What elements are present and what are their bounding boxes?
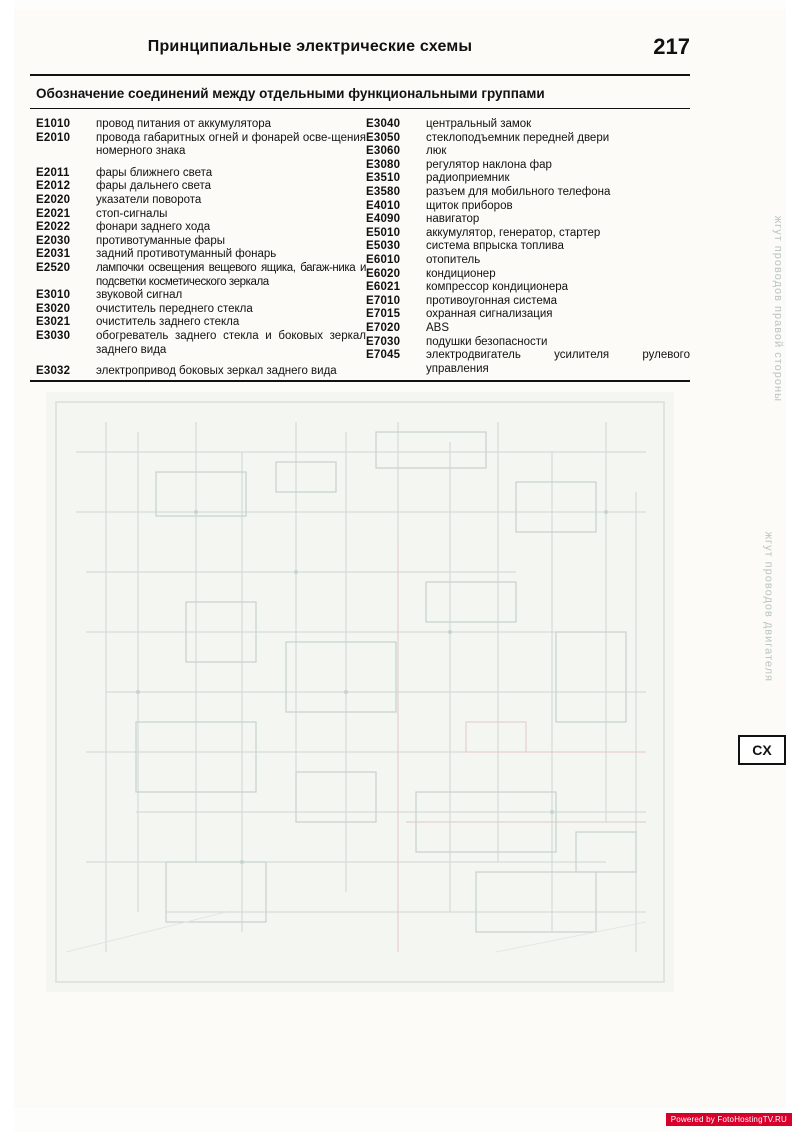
legend-desc: звуковой сигнал xyxy=(96,289,183,302)
legend-item xyxy=(366,172,690,186)
legend-item xyxy=(366,336,690,350)
diagram-ghost-label-right: жгут проводов правой стороны xyxy=(772,215,784,402)
legend-desc: ABS xyxy=(426,321,450,334)
legend-code: E3510 xyxy=(366,172,401,185)
diagram-ghost-label-right-2: жгут проводов двигателя xyxy=(762,531,774,682)
legend-item xyxy=(366,268,690,282)
legend-desc: люк xyxy=(426,145,447,158)
watermark: Powered by FotoHostingTV.RU xyxy=(666,1113,792,1126)
wiring-diagram-svg xyxy=(46,392,674,992)
legend-column-left xyxy=(36,118,366,379)
legend-code: E7045 xyxy=(366,349,401,362)
legend-desc: центральный замок xyxy=(426,118,532,130)
side-tab-label: CX xyxy=(738,735,786,765)
legend-code: E6010 xyxy=(366,253,401,266)
legend-desc: провод питания от аккумулятора xyxy=(96,118,272,130)
connection-legend xyxy=(30,118,690,378)
legend-desc: радиоприемник xyxy=(426,172,510,185)
legend-item xyxy=(36,118,366,132)
legend-code: E4090 xyxy=(366,213,401,226)
legend-item xyxy=(36,167,366,181)
legend-item xyxy=(36,289,366,303)
legend-item xyxy=(366,240,690,254)
legend-code: E2010 xyxy=(36,131,71,144)
legend-item xyxy=(36,303,366,317)
legend-desc: разъем для мобильного телефона xyxy=(426,185,611,198)
section-title: Обозначение соединений между отдельными функциональными группами xyxy=(36,86,545,101)
legend-item xyxy=(36,262,366,289)
legend-column-right xyxy=(366,118,690,376)
legend-code: E3020 xyxy=(36,302,71,315)
legend-desc: очиститель переднего стекла xyxy=(96,302,253,315)
legend-item xyxy=(366,213,690,227)
legend-code: E2021 xyxy=(36,207,71,220)
legend-item xyxy=(36,316,366,330)
legend-item xyxy=(366,295,690,309)
legend-desc: провода габаритных огней и фонарей осве-щения номерного знака xyxy=(96,131,366,158)
page-title: Принципиальные электрические схемы xyxy=(147,38,473,55)
legend-desc: стоп-сигналы xyxy=(96,207,168,220)
legend-desc: регулятор наклона фар xyxy=(426,158,552,171)
legend-code: E2011 xyxy=(36,166,70,179)
legend-code: E3040 xyxy=(366,118,401,130)
legend-desc: противотуманные фары xyxy=(96,234,225,247)
legend-item xyxy=(366,159,690,173)
legend-item xyxy=(366,132,690,146)
legend-bottom-divider xyxy=(30,380,690,382)
legend-code: E7015 xyxy=(366,308,401,321)
legend-item xyxy=(366,145,690,159)
legend-code: E7010 xyxy=(366,294,401,307)
legend-code: E3050 xyxy=(366,131,401,144)
legend-desc: фонари заднего хода xyxy=(96,221,211,234)
legend-item xyxy=(366,322,690,336)
legend-item xyxy=(366,254,690,268)
legend-desc: стеклоподъемник передней двери xyxy=(426,131,610,144)
legend-desc: щиток приборов xyxy=(426,199,513,212)
legend-desc: электродвигатель усилителя рулевого управления xyxy=(426,349,690,375)
legend-code: E3032 xyxy=(36,365,71,378)
legend-item xyxy=(366,281,690,295)
legend-item xyxy=(366,308,690,322)
legend-desc: лампочки освещения вещевого ящика, багаж-ника и подсветки косметического зеркала xyxy=(96,261,366,288)
legend-desc: подушки безопасности xyxy=(426,335,548,348)
legend-desc: указатели поворота xyxy=(96,193,202,206)
legend-item xyxy=(366,227,690,241)
header-divider xyxy=(30,74,690,76)
legend-desc: фары дальнего света xyxy=(96,180,212,193)
legend-desc: задний противотуманный фонарь xyxy=(96,248,277,261)
legend-code: E6021 xyxy=(366,281,401,294)
legend-code: E2022 xyxy=(36,221,71,234)
legend-item xyxy=(36,330,366,357)
legend-desc: охранная сигнализация xyxy=(426,308,553,321)
legend-spacer xyxy=(36,357,366,365)
legend-code: E2012 xyxy=(36,180,71,193)
legend-desc: обогреватель заднего стекла и боковых зеркал заднего вида xyxy=(96,329,366,356)
legend-item xyxy=(366,118,690,132)
legend-code: E7030 xyxy=(366,335,401,348)
legend-code: E3080 xyxy=(366,158,401,171)
legend-code: E2031 xyxy=(36,248,71,261)
legend-code: E3010 xyxy=(36,289,71,302)
legend-item xyxy=(36,235,366,249)
legend-desc: фары ближнего света xyxy=(96,166,213,179)
legend-desc: очиститель заднего стекла xyxy=(96,316,240,329)
legend-desc: аккумулятор, генератор, стартер xyxy=(426,226,601,239)
legend-desc: система впрыска топлива xyxy=(426,240,564,253)
legend-desc: кондиционер xyxy=(426,267,496,280)
legend-item xyxy=(366,186,690,200)
legend-item xyxy=(36,365,366,379)
legend-desc: компрессор кондиционера xyxy=(426,281,569,294)
legend-spacer xyxy=(36,159,366,167)
legend-code: E6020 xyxy=(366,267,401,280)
legend-item xyxy=(36,208,366,222)
legend-desc: навигатор xyxy=(426,213,480,226)
legend-code: E5030 xyxy=(366,240,401,253)
legend-item xyxy=(366,200,690,214)
legend-code: E2020 xyxy=(36,193,71,206)
legend-item xyxy=(36,180,366,194)
page-number: 217 xyxy=(653,34,690,59)
legend-code: E3060 xyxy=(366,145,401,158)
legend-desc: отопитель xyxy=(426,253,481,266)
legend-item xyxy=(36,248,366,262)
legend-code: E3580 xyxy=(366,185,401,198)
legend-code: E3030 xyxy=(36,329,71,342)
legend-item xyxy=(366,349,690,376)
legend-desc: противоугонная система xyxy=(426,294,558,307)
legend-code: E2520 xyxy=(36,261,71,274)
legend-item xyxy=(36,194,366,208)
page-margin-left xyxy=(0,0,14,1132)
legend-desc: электропривод боковых зеркал заднего вида xyxy=(96,365,337,378)
legend-code: E4010 xyxy=(366,199,401,212)
section-divider xyxy=(30,108,690,109)
legend-code: E5010 xyxy=(366,226,401,239)
legend-code: E3021 xyxy=(36,316,71,329)
legend-code: E7020 xyxy=(366,321,401,334)
page-header xyxy=(30,34,690,68)
legend-code: E2030 xyxy=(36,234,71,247)
legend-code: E1010 xyxy=(36,118,71,130)
page-margin-right xyxy=(786,0,800,1132)
legend-item xyxy=(36,132,366,159)
legend-item xyxy=(36,221,366,235)
